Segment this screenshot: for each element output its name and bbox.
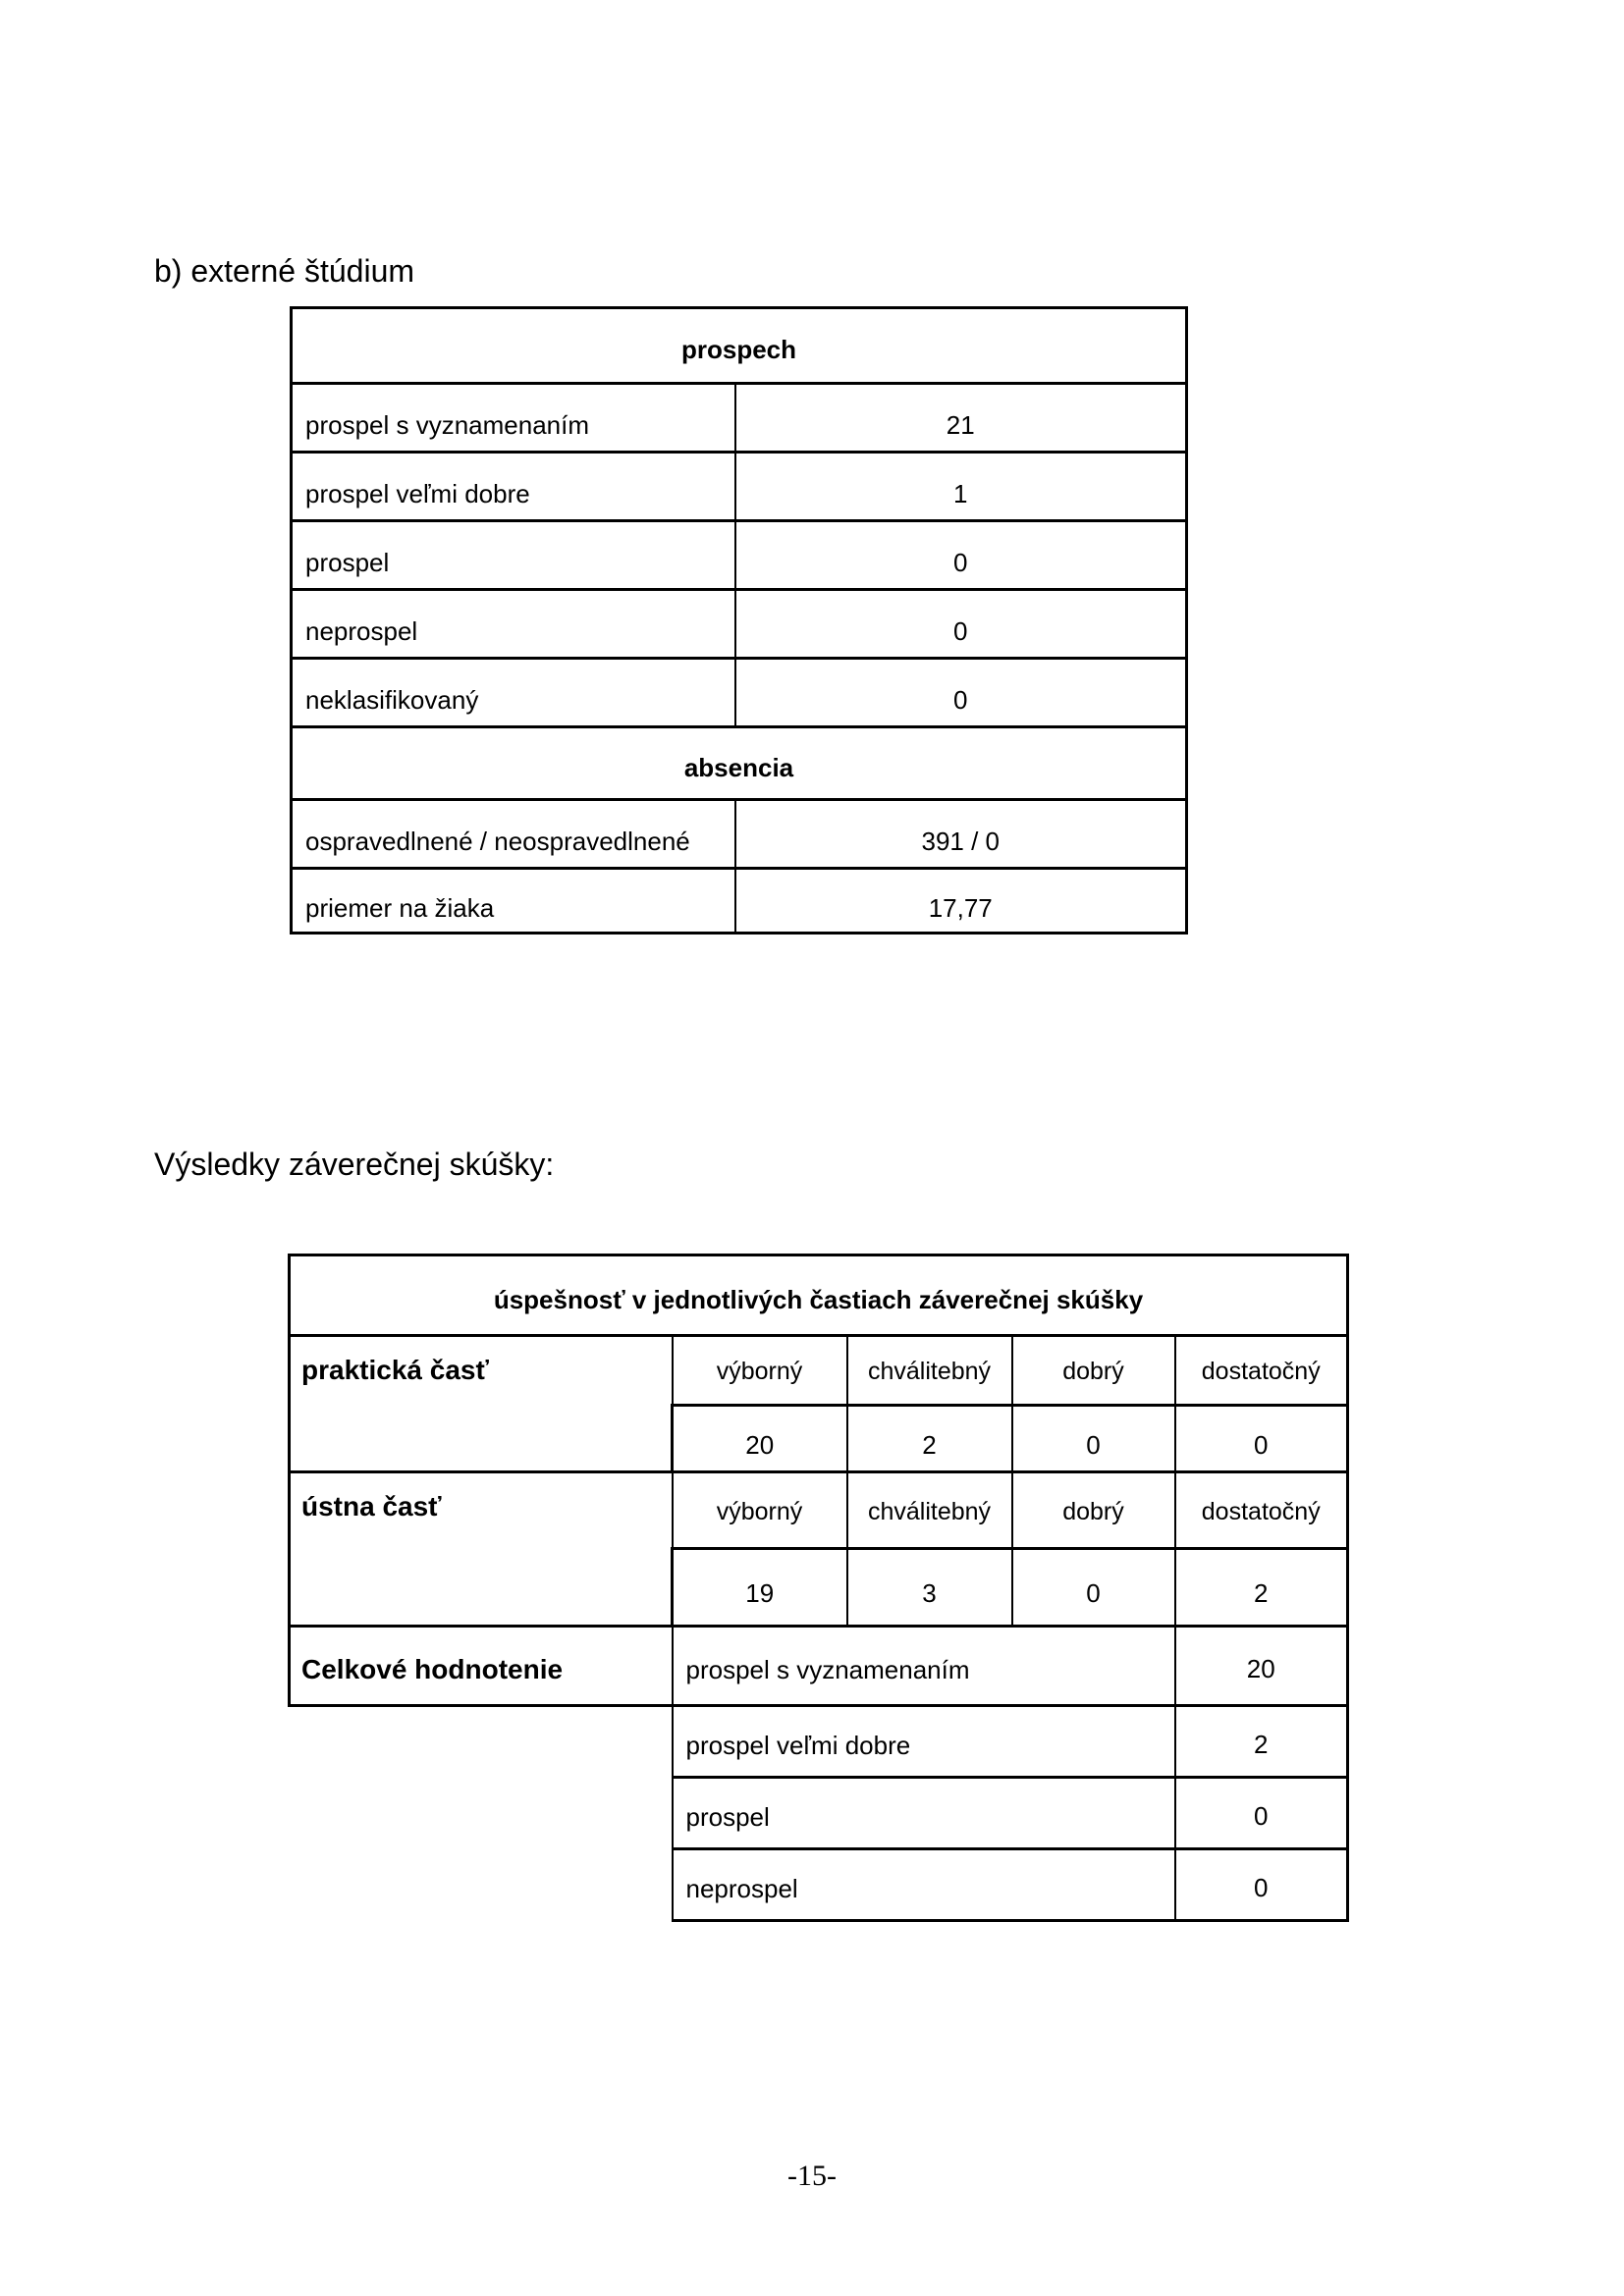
table-row	[292, 800, 1187, 869]
table-row	[290, 1849, 1348, 1921]
table-row	[290, 1627, 1348, 1706]
overall-row-label: prospel s vyznamenaním	[673, 1627, 1175, 1706]
grade-header: chválitebný	[847, 1472, 1012, 1549]
grade-header: dobrý	[1012, 1336, 1175, 1406]
row-value: 0	[735, 521, 1187, 590]
part-label-ustna: ústna časť	[290, 1472, 673, 1627]
overall-row-label: neprospel	[673, 1849, 1175, 1921]
row-label: prospel	[292, 521, 735, 590]
grade-header: výborný	[673, 1336, 847, 1406]
section-heading-externe-studium: b) externé štúdium	[154, 253, 415, 289]
row-label: prospel s vyznamenaním	[292, 384, 735, 453]
table-row	[290, 1706, 1348, 1778]
overall-row-label: prospel veľmi dobre	[673, 1706, 1175, 1778]
row-value: 0	[735, 659, 1187, 727]
table-row	[290, 1472, 1348, 1549]
row-value: 21	[735, 384, 1187, 453]
grade-header: chválitebný	[847, 1336, 1012, 1406]
table-row	[292, 384, 1187, 453]
prospech-absencia-table	[290, 306, 1188, 934]
grade-value: 0	[1012, 1406, 1175, 1472]
grade-value: 3	[847, 1549, 1012, 1627]
table-row	[290, 1778, 1348, 1849]
table-row	[290, 1336, 1348, 1406]
table-row	[292, 659, 1187, 727]
grade-header: dobrý	[1012, 1472, 1175, 1549]
grade-value: 2	[1175, 1549, 1348, 1627]
row-label: neklasifikovaný	[292, 659, 735, 727]
grade-value: 2	[847, 1406, 1012, 1472]
table-row	[292, 590, 1187, 659]
table-row	[292, 521, 1187, 590]
row-label: ospravedlnené / neospravedlnené	[292, 800, 735, 869]
page-number: -15-	[787, 2160, 837, 2192]
grade-value: 0	[1012, 1549, 1175, 1627]
row-value: 1	[735, 453, 1187, 521]
row-value: 0	[735, 590, 1187, 659]
row-label: priemer na žiaka	[292, 869, 735, 934]
overall-row-value: 2	[1175, 1706, 1348, 1778]
grade-header: výborný	[673, 1472, 847, 1549]
overall-row-value: 0	[1175, 1849, 1348, 1921]
grade-value: 0	[1175, 1406, 1348, 1472]
section-heading-vysledky: Výsledky záverečnej skúšky:	[154, 1147, 555, 1182]
table-row	[292, 453, 1187, 521]
row-label: prospel veľmi dobre	[292, 453, 735, 521]
empty-cell	[290, 1778, 673, 1849]
zaverecna-skuska-table	[288, 1254, 1349, 1922]
empty-cell	[290, 1849, 673, 1921]
grade-value: 20	[673, 1406, 847, 1472]
grade-header: dostatočný	[1175, 1472, 1348, 1549]
overall-row-label: prospel	[673, 1778, 1175, 1849]
grade-header: dostatočný	[1175, 1336, 1348, 1406]
prospech-section-header: prospech	[292, 308, 1187, 384]
row-value: 17,77	[735, 869, 1187, 934]
overall-label: Celkové hodnotenie	[290, 1627, 673, 1706]
absencia-section-header: absencia	[292, 727, 1187, 800]
zaverecna-table-header: úspešnosť v jednotlivých častiach záverečnej skúšky	[290, 1255, 1348, 1336]
table-row	[292, 869, 1187, 934]
empty-cell	[290, 1706, 673, 1778]
grade-value: 19	[673, 1549, 847, 1627]
row-label: neprospel	[292, 590, 735, 659]
part-label-prakticka: praktická časť	[290, 1336, 673, 1472]
overall-row-value: 20	[1175, 1627, 1348, 1706]
row-value: 391 / 0	[735, 800, 1187, 869]
overall-row-value: 0	[1175, 1778, 1348, 1849]
